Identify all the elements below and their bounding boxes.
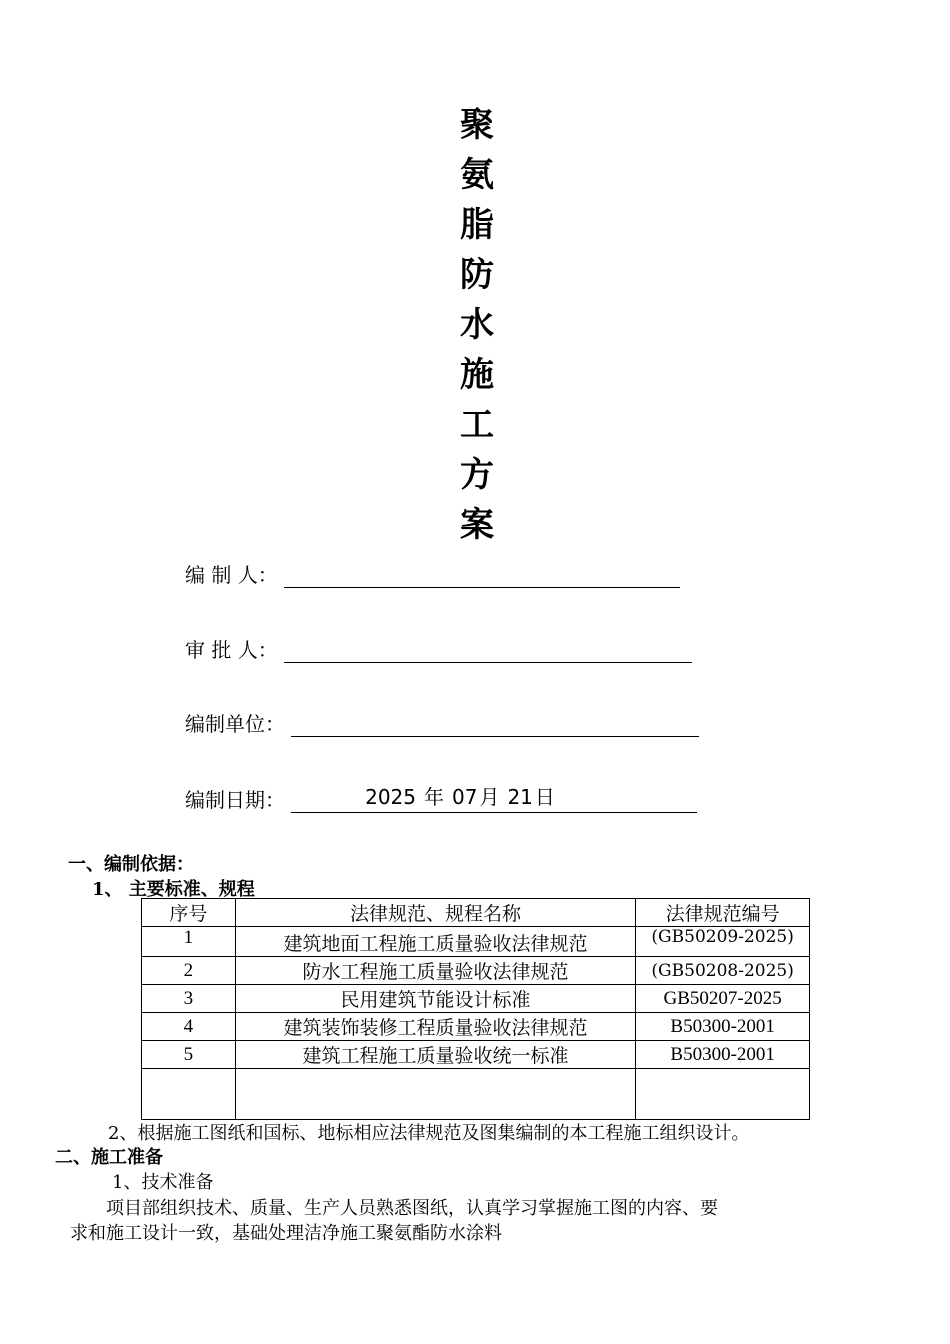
date-year-unit: 年 <box>424 785 444 809</box>
title-char: 水 <box>460 305 494 345</box>
date-day: 21 <box>507 785 533 809</box>
section1-sub1: 1、 主要标准、规程 <box>92 879 255 900</box>
document-title <box>455 100 499 550</box>
title-char: 施 <box>460 355 494 395</box>
section1-heading: 一、编制依据： <box>68 854 194 875</box>
table-header: 法律规范编号 <box>636 899 810 927</box>
unit-row <box>185 707 699 737</box>
date-label: 编制日期： <box>185 788 285 812</box>
table-row <box>142 1041 810 1069</box>
table-cell: 3 <box>142 985 236 1013</box>
table-cell: 5 <box>142 1041 236 1069</box>
unit-label: 编制单位： <box>185 712 285 736</box>
table-row-empty <box>142 1069 810 1120</box>
table-cell: 建筑工程施工质量验收统一标准 <box>235 1041 636 1069</box>
approver-label: 审 批 人： <box>185 638 278 662</box>
unit-field[interactable] <box>291 708 699 737</box>
table-cell <box>636 1069 810 1120</box>
table-cell: 建筑地面工程施工质量验收法律规范 <box>235 927 636 957</box>
table-header-row <box>142 899 810 927</box>
section2-paragraph-line2-text: 求和施工设计一致，基础处理洁净施工聚氨酯防水涂料 <box>70 1223 502 1244</box>
table-row <box>142 957 810 985</box>
table-cell: 1 <box>142 927 236 957</box>
table-cell: GB50207-2025 <box>636 985 810 1013</box>
table-cell: B50300-2001 <box>636 1041 810 1069</box>
table-cell: 2 <box>142 957 236 985</box>
table-cell: 建筑装饰装修工程质量验收法律规范 <box>235 1013 636 1041</box>
compiler-row <box>185 558 680 588</box>
compiler-field[interactable] <box>284 559 680 588</box>
title-char: 工 <box>460 405 494 445</box>
standards-table <box>141 898 810 1120</box>
compiler-label: 编 制 人： <box>185 563 278 587</box>
section2-paragraph-line2 <box>70 1219 502 1245</box>
date-value <box>291 781 697 810</box>
approver-field[interactable] <box>284 634 692 663</box>
approver-row <box>185 633 692 663</box>
date-month-unit: 月 <box>479 785 500 809</box>
section2-sub1: 1、技术准备 <box>112 1172 214 1193</box>
table-cell: (GB50209-2025) <box>636 927 810 957</box>
date-day-unit: 日 <box>534 785 555 809</box>
table-cell <box>142 1069 236 1120</box>
date-field[interactable] <box>291 784 697 813</box>
date-year: 2025 <box>365 785 416 809</box>
table-row <box>142 985 810 1013</box>
table-cell <box>235 1069 636 1120</box>
date-row <box>185 783 697 813</box>
table-cell: 民用建筑节能设计标准 <box>235 985 636 1013</box>
table-cell: B50300-2001 <box>636 1013 810 1041</box>
title-char: 案 <box>460 505 494 545</box>
title-char: 聚 <box>460 105 494 145</box>
title-char: 防 <box>460 255 494 295</box>
table-cell: (GB50208-2025) <box>636 957 810 985</box>
table-header: 序号 <box>142 899 236 927</box>
table-cell: 4 <box>142 1013 236 1041</box>
title-char: 氨 <box>460 155 494 195</box>
date-month: 07 <box>452 785 478 809</box>
title-char: 脂 <box>460 205 494 245</box>
title-char: 方 <box>460 455 494 495</box>
table-row <box>142 927 810 957</box>
section2-paragraph-line1: 项目部组织技术、质量、生产人员熟悉图纸，认真学习掌握施工图的内容、要 <box>106 1198 718 1219</box>
table-row <box>142 1013 810 1041</box>
section2-heading: 二、施工准备 <box>55 1147 163 1168</box>
table-cell: 防水工程施工质量验收法律规范 <box>235 957 636 985</box>
section1-sub2: 2、根据施工图纸和国标、地标相应法律规范及图集编制的本工程施工组织设计。 <box>108 1123 750 1144</box>
table-header: 法律规范、规程名称 <box>235 899 636 927</box>
